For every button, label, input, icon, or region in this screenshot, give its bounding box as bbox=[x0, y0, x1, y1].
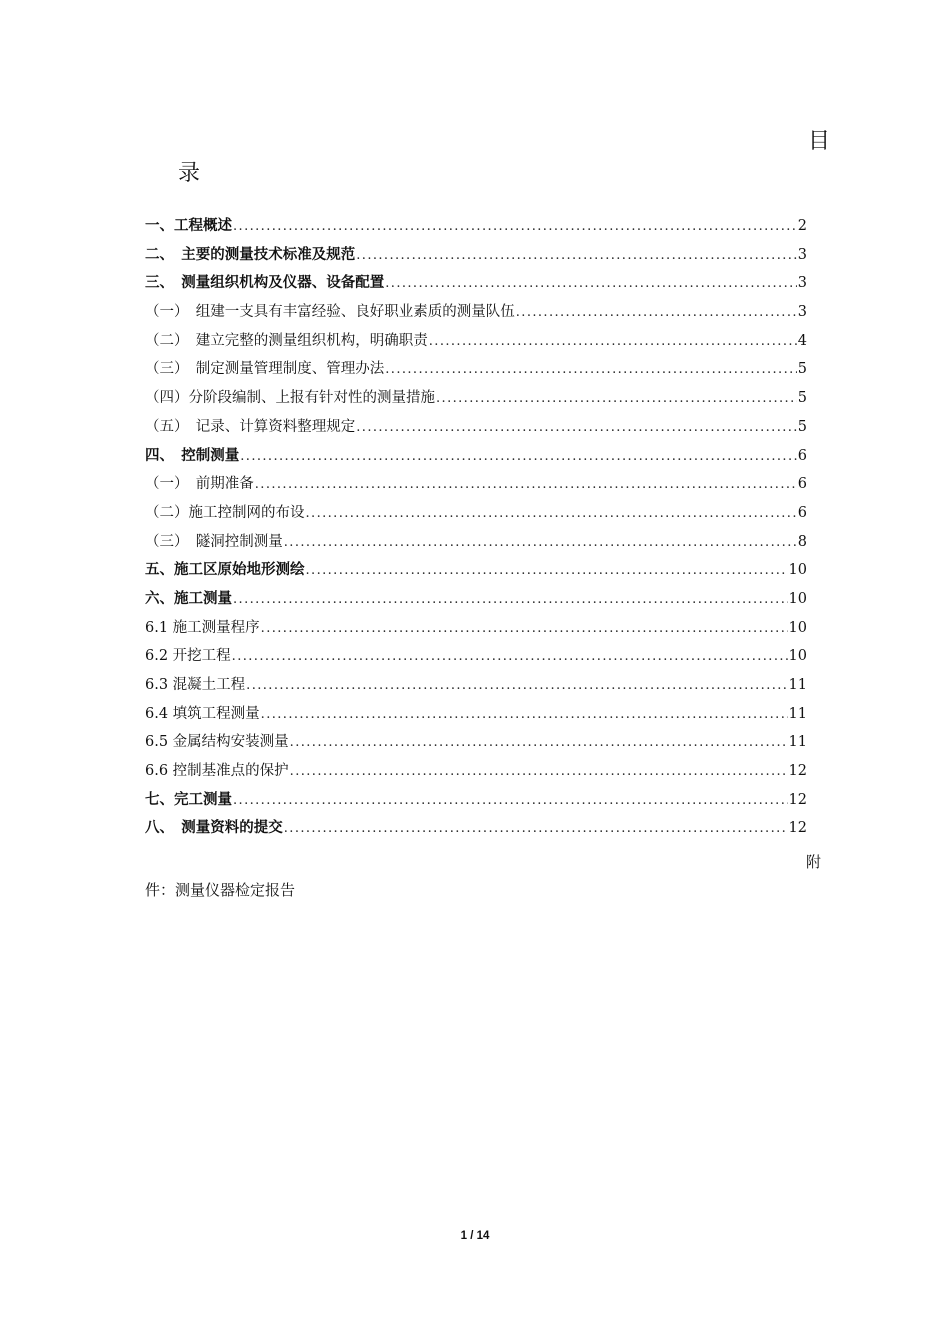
toc-entry-page-number[interactable]: 12 bbox=[788, 820, 807, 837]
toc-leader-dots bbox=[255, 477, 797, 492]
toc-title-part-1: 目 bbox=[808, 129, 831, 154]
toc-entry-label[interactable]: 6.2 开挖工程 bbox=[145, 648, 231, 665]
toc-leader-dots bbox=[284, 535, 797, 550]
toc-entry[interactable] bbox=[145, 472, 807, 501]
toc-entry-label[interactable]: 四、 控制测量 bbox=[145, 446, 240, 464]
toc-entry-page-number[interactable]: 12 bbox=[788, 763, 807, 780]
toc-entry[interactable] bbox=[145, 329, 807, 358]
toc-entry-label[interactable]: 6.5 金属结构安装测量 bbox=[145, 734, 289, 751]
toc-entry-page-number[interactable]: 6 bbox=[797, 476, 807, 493]
appendix-label-part-2: 件：测量仪器检定报告 bbox=[145, 881, 296, 899]
toc-leader-dots bbox=[290, 764, 788, 779]
toc-entry[interactable] bbox=[145, 673, 807, 702]
toc-entry-page-number[interactable]: 5 bbox=[797, 361, 807, 378]
toc-entry[interactable] bbox=[145, 357, 807, 386]
toc-entry[interactable] bbox=[145, 386, 807, 415]
toc-entry-page-number[interactable]: 11 bbox=[788, 677, 807, 693]
toc-leader-dots bbox=[261, 621, 788, 636]
toc-leader-dots bbox=[233, 592, 788, 607]
toc-title-part-2: 录 bbox=[178, 161, 201, 186]
toc-leader-dots bbox=[429, 334, 797, 349]
table-of-contents bbox=[145, 214, 807, 845]
toc-entry-label[interactable]: 6.3 混凝土工程 bbox=[145, 677, 246, 693]
toc-leader-dots bbox=[246, 678, 787, 693]
toc-leader-dots bbox=[240, 449, 797, 464]
toc-entry-page-number[interactable]: 3 bbox=[797, 246, 807, 263]
toc-entry-label[interactable]: 6.1 施工测量程序 bbox=[145, 619, 260, 636]
toc-entry[interactable] bbox=[145, 300, 807, 329]
toc-entry-page-number[interactable]: 10 bbox=[788, 648, 807, 665]
toc-leader-dots bbox=[290, 735, 788, 750]
toc-entry[interactable] bbox=[145, 558, 807, 587]
toc-entry-label[interactable]: 6.6 控制基准点的保护 bbox=[145, 763, 289, 780]
toc-entry-label[interactable]: （五） 记录、计算资料整理规定 bbox=[145, 418, 356, 435]
toc-entry-page-number[interactable]: 5 bbox=[797, 390, 807, 407]
toc-leader-dots bbox=[261, 707, 788, 722]
toc-entry-page-number[interactable]: 10 bbox=[788, 619, 807, 636]
toc-entry-label[interactable]: 6.4 填筑工程测量 bbox=[145, 705, 260, 722]
toc-entry-label[interactable]: （三） 隧洞控制测量 bbox=[145, 533, 283, 550]
toc-entry-page-number[interactable]: 10 bbox=[788, 562, 807, 579]
toc-entry[interactable] bbox=[145, 644, 807, 673]
toc-entry-page-number[interactable]: 3 bbox=[797, 304, 807, 321]
toc-entry[interactable] bbox=[145, 415, 807, 444]
toc-entry-label[interactable]: 三、 测量组织机构及仪器、设备配置 bbox=[145, 274, 385, 292]
toc-entry[interactable] bbox=[145, 702, 807, 731]
toc-leader-dots bbox=[356, 248, 797, 263]
toc-entry-label[interactable]: 七、完工测量 bbox=[145, 790, 232, 808]
toc-entry-label[interactable]: （一） 组建一支具有丰富经验、良好职业素质的测量队伍 bbox=[145, 304, 515, 321]
toc-entry-page-number[interactable]: 3 bbox=[797, 275, 807, 292]
toc-entry[interactable] bbox=[145, 759, 807, 788]
toc-leader-dots bbox=[233, 793, 788, 808]
toc-entry-page-number[interactable]: 6 bbox=[797, 447, 807, 464]
toc-leader-dots bbox=[306, 563, 788, 578]
toc-leader-dots bbox=[436, 391, 797, 406]
toc-entry-label[interactable]: 八、 测量资料的提交 bbox=[145, 819, 283, 837]
toc-entry-page-number[interactable]: 6 bbox=[797, 504, 807, 521]
page-number-footer: 1 / 14 bbox=[460, 1230, 490, 1242]
toc-entry-label[interactable]: （二）施工控制网的布设 bbox=[145, 504, 305, 521]
toc-entry[interactable] bbox=[145, 243, 807, 272]
toc-entry-page-number[interactable]: 10 bbox=[788, 590, 807, 607]
toc-entry[interactable] bbox=[145, 271, 807, 300]
toc-entry-label[interactable]: （一） 前期准备 bbox=[145, 476, 254, 493]
toc-entry-page-number[interactable]: 4 bbox=[797, 332, 807, 349]
toc-entry[interactable] bbox=[145, 616, 807, 645]
toc-leader-dots bbox=[233, 219, 797, 234]
toc-entry-label[interactable]: 五、施工区原始地形测绘 bbox=[145, 561, 305, 579]
toc-leader-dots bbox=[385, 362, 797, 377]
toc-entry-page-number[interactable]: 11 bbox=[788, 734, 807, 751]
toc-entry[interactable] bbox=[145, 501, 807, 530]
toc-entry-page-number[interactable]: 5 bbox=[797, 418, 807, 435]
toc-leader-dots bbox=[284, 821, 788, 836]
toc-entry[interactable] bbox=[145, 788, 807, 817]
appendix-label-part-1: 附 bbox=[806, 853, 822, 871]
toc-entry[interactable] bbox=[145, 530, 807, 559]
toc-leader-dots bbox=[385, 276, 797, 291]
toc-entry[interactable] bbox=[145, 444, 807, 473]
toc-leader-dots bbox=[306, 506, 797, 521]
toc-entry-page-number[interactable]: 12 bbox=[788, 791, 807, 808]
toc-leader-dots bbox=[356, 420, 797, 435]
toc-entry[interactable] bbox=[145, 816, 807, 845]
toc-entry-page-number[interactable]: 11 bbox=[788, 705, 807, 722]
toc-entry-label[interactable]: 六、施工测量 bbox=[145, 589, 232, 607]
toc-entry-page-number[interactable]: 2 bbox=[797, 218, 807, 234]
toc-entry-label[interactable]: （二） 建立完整的测量组织机构，明确职责 bbox=[145, 332, 428, 349]
toc-leader-dots bbox=[232, 649, 788, 664]
toc-entry[interactable] bbox=[145, 214, 807, 243]
toc-entry-label[interactable]: （三） 制定测量管理制度、管理办法 bbox=[145, 361, 385, 378]
toc-entry-label[interactable]: （四）分阶段编制、上报有针对性的测量措施 bbox=[145, 390, 435, 407]
toc-entry[interactable] bbox=[145, 587, 807, 616]
toc-leader-dots bbox=[516, 305, 797, 320]
toc-entry-label[interactable]: 二、 主要的测量技术标准及规范 bbox=[145, 245, 356, 263]
toc-entry[interactable] bbox=[145, 730, 807, 759]
toc-entry-page-number[interactable]: 8 bbox=[797, 533, 807, 550]
toc-entry-label[interactable]: 一、工程概述 bbox=[145, 217, 232, 234]
